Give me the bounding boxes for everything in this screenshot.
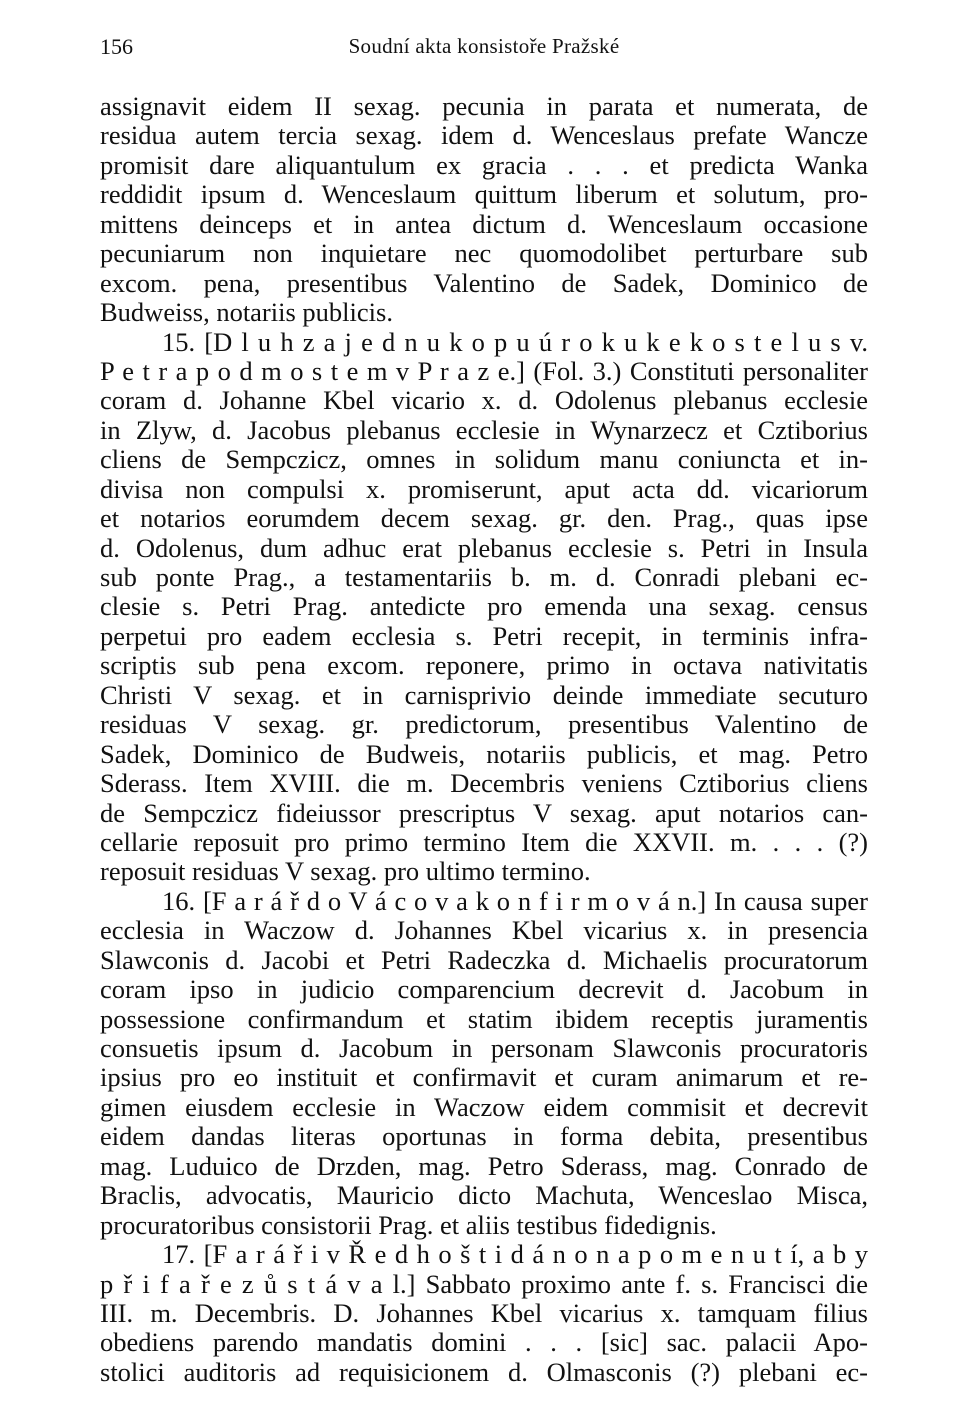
- text-line: mittens deinceps et in antea dictum d. Wenceslaum occasione: [100, 209, 868, 239]
- text-line: et notarios eorumdem decem sexag. gr. den. Prag., quas ipse: [100, 504, 868, 534]
- text-line: stolici auditoris ad requisicionem d. Olmasconis (?) plebani ec-: [100, 1357, 868, 1387]
- text-line: Sderass. Item XVIII. die m. Decembris veniens Cztiborius cliens: [100, 769, 868, 799]
- section-heading-line: 17. [F a r á ř i v Ř e d h o š t i d á n o n a p o m e n u t í, a b y: [162, 1240, 868, 1270]
- text-line: residuas V sexag. gr. predictorum, presentibus Valentino de: [100, 710, 868, 740]
- text-line: ipsius pro eo instituit et confirmavit et curam animarum et re-: [100, 1063, 868, 1093]
- text-line: reposuit residuas V sexag. pro ultimo termino.: [100, 857, 591, 887]
- text-line: consuetis ipsum d. Jacobum in personam Slawconis procuratoris: [100, 1034, 868, 1063]
- text-line: possessione confirmandum et statim ibidem receptis juramentis: [100, 1004, 868, 1034]
- text-line: cliens de Sempczicz, omnes in solidum manu coniuncta et in-: [100, 445, 868, 475]
- text-line: d. Odolenus, dum adhuc erat plebanus ecclesie s. Petri in Insula: [100, 533, 868, 563]
- text-line: de Sempczicz fideiussor prescriptus V sexag. aput notarios can-: [100, 798, 868, 828]
- page-number: 156: [100, 34, 133, 59]
- text-line: gimen eiusdem ecclesie in Waczow eidem commisit et decrevit: [100, 1092, 868, 1122]
- text-line: III. m. Decembris. D. Johannes Kbel vicarius x. tamquam filius: [100, 1298, 868, 1328]
- text-line: Christi V sexag. et in carnisprivio deinde immediate secuturo: [100, 680, 868, 710]
- section-heading-line: 15. [D l u h z a j e d n u k o p u ú r o k u k e k o s t e l u s v.: [162, 327, 868, 357]
- text-line: cellarie reposuit pro primo termino Item die XXVII. m. . . . (?): [100, 827, 868, 857]
- text-line: assignavit eidem II sexag. pecunia in parata et numerata, de: [100, 92, 868, 121]
- section-heading-line: p ř i f a ř e z ů s t á v a l.] Sabbato proximo ante f. s. Francisci die: [100, 1269, 868, 1299]
- text-line: Sadek, Dominico de Budweis, notariis publicis, et mag. Petro: [100, 739, 868, 769]
- text-line: Budweiss, notariis publicis.: [100, 298, 393, 328]
- text-line: in Zlyw, d. Jacobus plebanus ecclesie in Wynarzecz et Cztiborius: [100, 415, 868, 445]
- text-line: pecuniarum non inquietare nec quomodolibet perturbare sub: [100, 239, 868, 269]
- section-heading-line: P e t r a p o d m o s t e m v P r a z e.] (Fol. 3.) Constituti personaliter: [100, 356, 868, 386]
- text-line: procuratoribus consistorii Prag. et aliis testibus fidedignis.: [100, 1210, 717, 1240]
- text-line: coram ipso in judicio comparencium decrevit d. Jacobum in: [100, 975, 868, 1005]
- text-line: clesie s. Petri Prag. antedicte pro emenda una sexag. census: [100, 592, 868, 622]
- text-line: Braclis, advocatis, Mauricio dicto Machuta, Wenceslao Misca,: [100, 1181, 868, 1211]
- text-line: promisit dare aliquantulum ex gracia . . . et predicta Wanka: [100, 150, 868, 180]
- text-line: obediens parendo mandatis domini . . . [sic] sac. palacii Apo-: [100, 1328, 868, 1358]
- text-line: mag. Luduico de Drzden, mag. Petro Sderass, mag. Conrado de: [100, 1151, 868, 1181]
- text-line: Slawconis d. Jacobi et Petri Radeczka d. Michaelis procuratorum: [100, 945, 868, 975]
- text-line: excom. pena, presentibus Valentino de Sadek, Dominico de: [100, 268, 868, 298]
- text-line: eidem dandas literas oportunas in forma debita, presentibus: [100, 1122, 868, 1152]
- text-line: coram d. Johanne Kbel vicario x. d. Odolenus plebanus ecclesie: [100, 386, 868, 416]
- running-title: Soudní akta konsistoře Pražské: [348, 34, 620, 58]
- text-line: reddidit ipsum d. Wenceslaum quittum liberum et solutum, pro-: [100, 180, 868, 210]
- text-line: perpetui pro eadem ecclesia s. Petri recepit, in terminis infra-: [100, 621, 868, 651]
- text-line: residua autem tercia sexag. idem d. Wenceslaus prefate Wancze: [100, 121, 868, 151]
- section-heading-line: 16. [F a r á ř d o V á c o v a k o n f i r m o v á n.] In causa super: [162, 886, 868, 916]
- running-head: [100, 34, 868, 64]
- text-line: sub ponte Prag., a testamentariis b. m. d. Conradi plebani ec-: [100, 563, 868, 592]
- body-text: [100, 92, 868, 1387]
- text-line: divisa non compulsi x. promiserunt, aput acta dd. vicariorum: [100, 474, 868, 504]
- text-line: ecclesia in Waczow d. Johannes Kbel vicarius x. in presencia: [100, 916, 868, 946]
- text-line: scriptis sub pena excom. reponere, primo in octava nativitatis: [100, 651, 868, 681]
